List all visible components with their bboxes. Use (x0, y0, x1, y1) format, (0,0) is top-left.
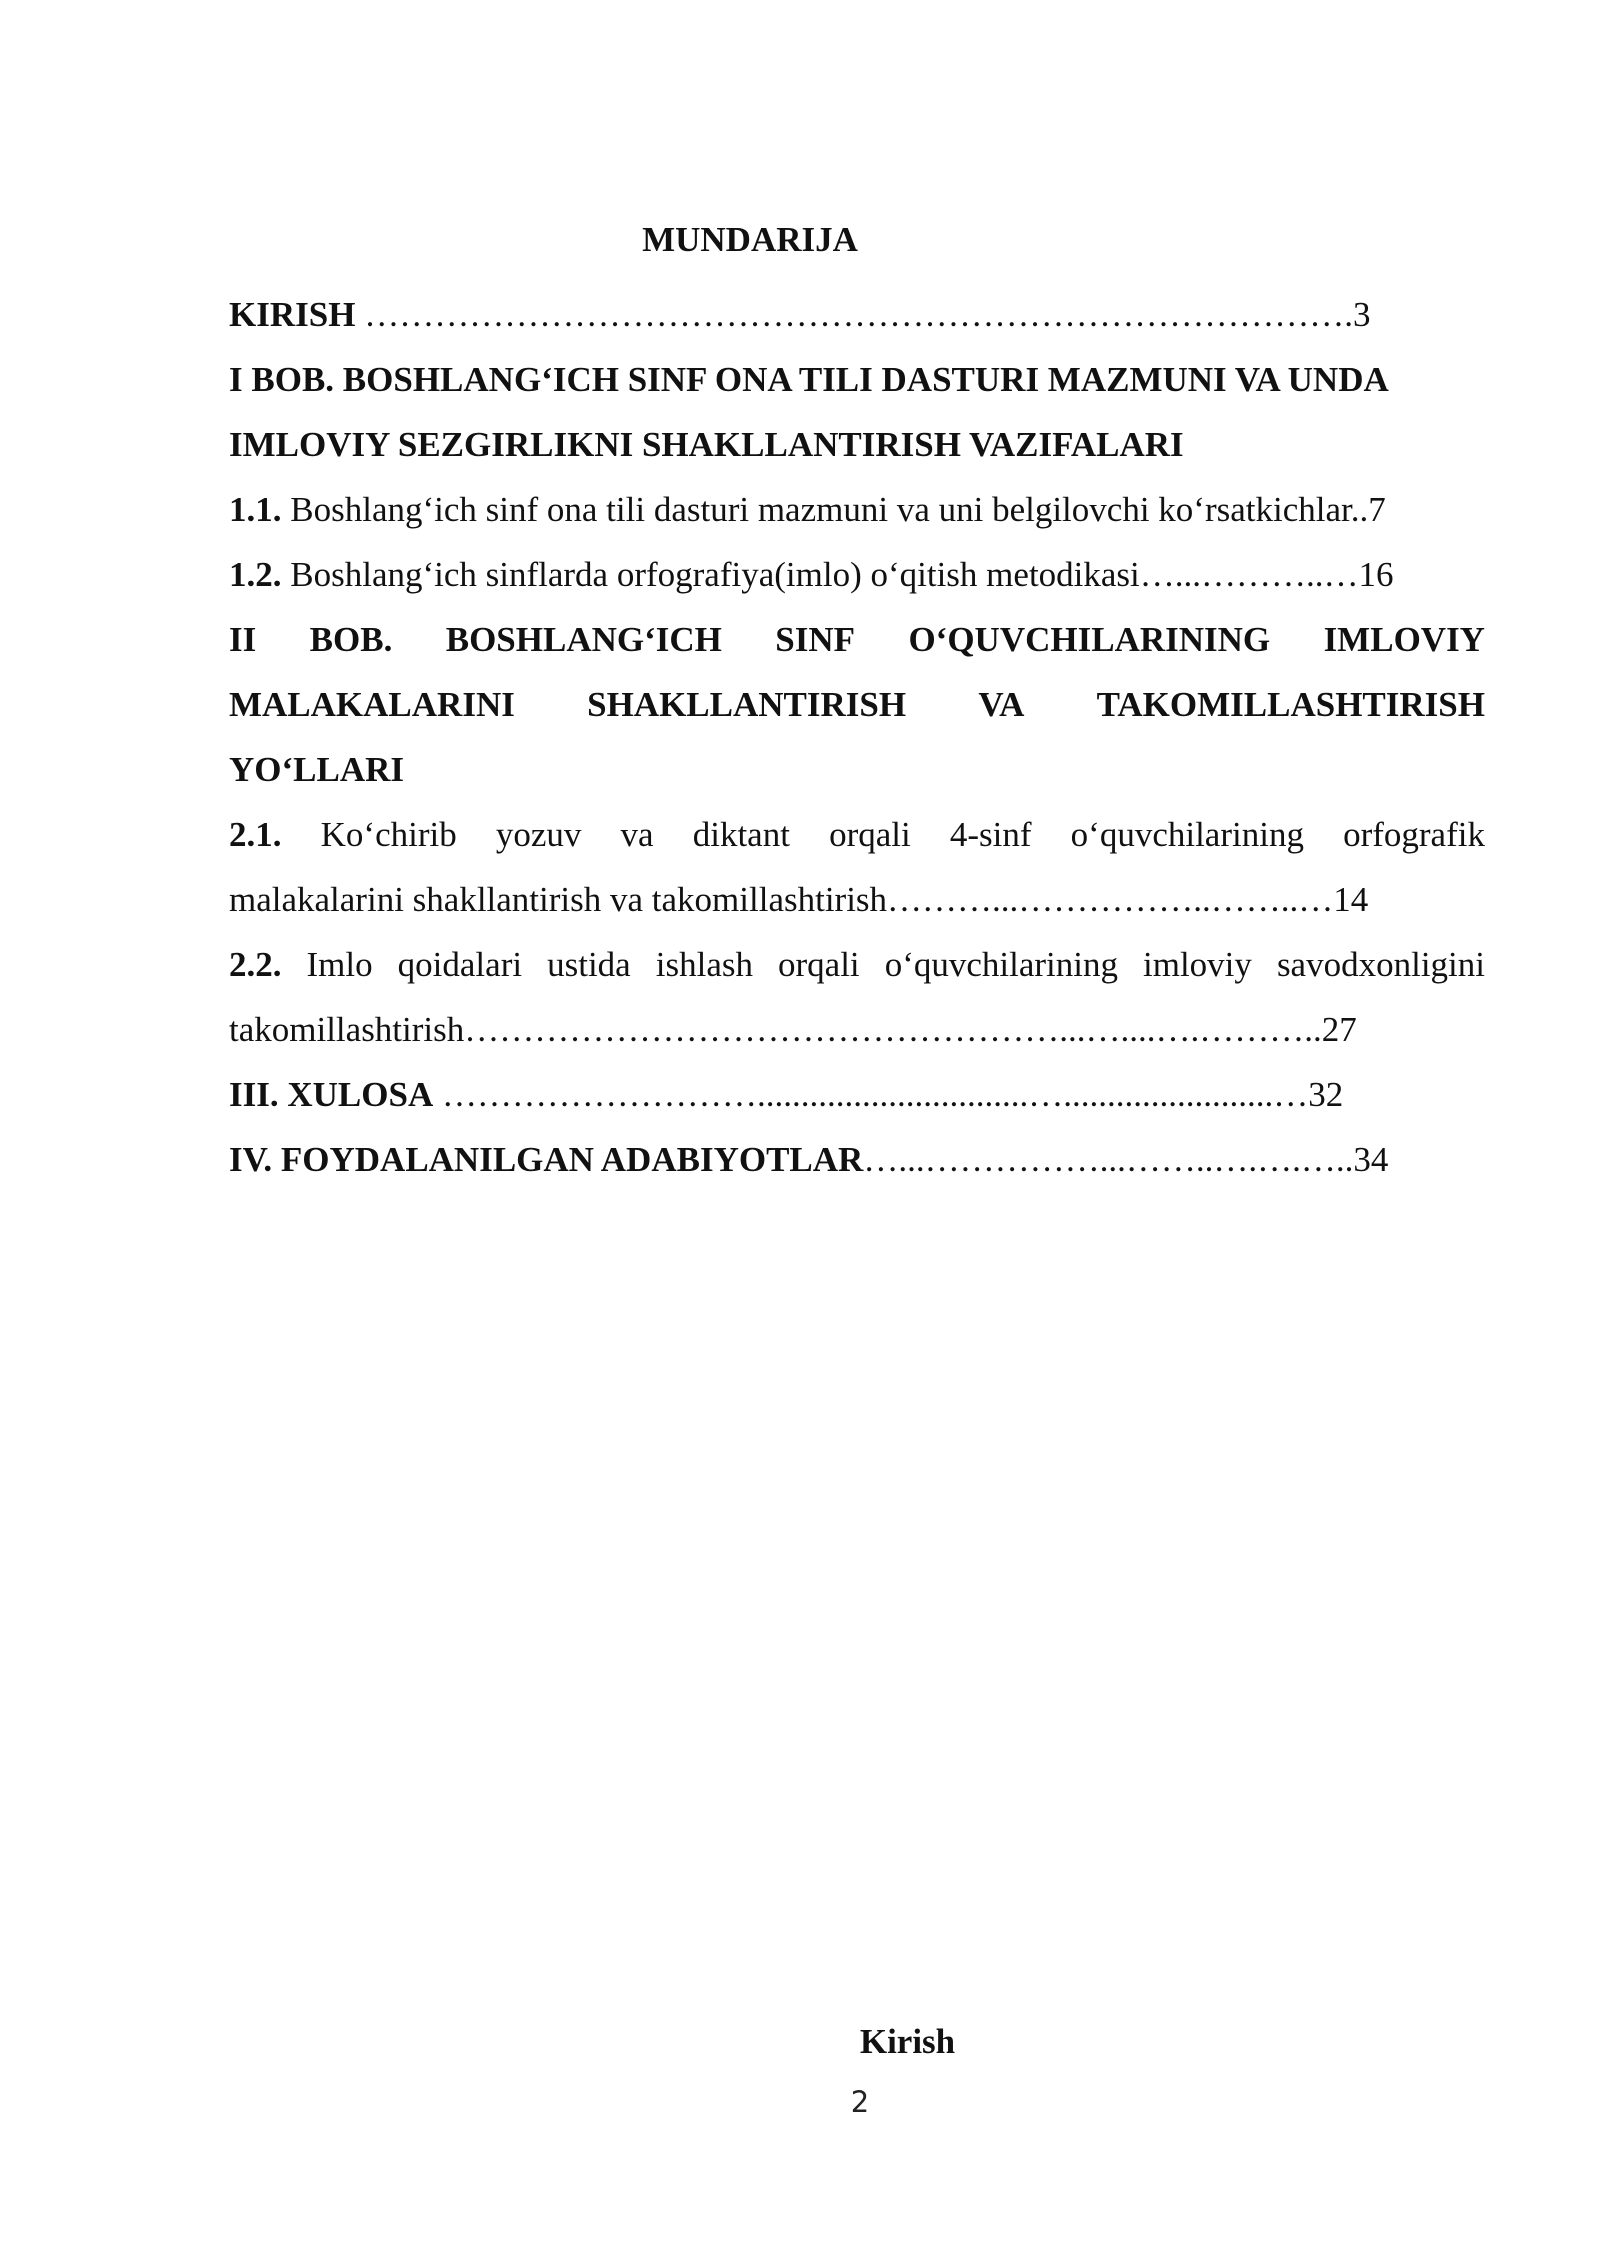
section-word: diktant (692, 815, 790, 854)
section-title-continued: malakalarini shakllantirish va takomillashtirish………...……………..……..… (229, 880, 1334, 919)
section-word: o‘quvchilarining (1070, 815, 1304, 854)
section-number: 1.1. (229, 490, 282, 529)
section-word: orqali (829, 815, 911, 854)
section-word: qoidalari (397, 945, 523, 984)
chapter-word: SINF (775, 620, 856, 659)
section-word: Ko‘chirib (320, 815, 457, 854)
section-title: Boshlang‘ich sinflarda orfografiya(imlo) o‘qitish metodikasi…...………..… (281, 555, 1359, 594)
section-word: imloviy (1143, 945, 1252, 984)
page-title: MUNDARIJA (642, 220, 858, 259)
toc-page-number: 3 (1352, 295, 1371, 334)
section-number: 1.2. (229, 555, 282, 594)
toc-entry-2-1-line-1 (229, 802, 1485, 867)
chapter-word: O‘QUVCHILARINING (908, 620, 1271, 659)
toc-entry-kirish (229, 282, 1485, 347)
toc-page-number: 32 (1308, 1075, 1344, 1114)
table-of-contents (229, 282, 1485, 1192)
section-word: Imlo (306, 945, 373, 984)
section-word: savodxonligini (1276, 945, 1485, 984)
toc-page-number: 16 (1358, 555, 1394, 594)
page-number: 2 (850, 2085, 870, 2119)
toc-leader: …………………………………………………………………………. (355, 295, 1353, 334)
chapter-word: VA (978, 685, 1025, 724)
chapter-word: IMLOVIY (1323, 620, 1485, 659)
chapter-word: II (229, 620, 257, 659)
section-word: ustida (547, 945, 631, 984)
toc-page-number: 14 (1333, 880, 1369, 919)
toc-page-number: 27 (1321, 1010, 1357, 1049)
toc-entry-1-1 (229, 477, 1485, 542)
toc-chapter-2-line-3: YO‘LLARI (229, 750, 405, 789)
section-word: va (620, 815, 654, 854)
chapter-word: MALAKALARINI (229, 685, 515, 724)
toc-entry-2-2-line-2 (229, 997, 1485, 1062)
toc-entry-label: KIRISH (229, 295, 356, 334)
section-title: Boshlang‘ich sinf ona tili dasturi mazmuni va uni belgilovchi ko‘rsatkichlar.. (281, 490, 1369, 529)
next-section-heading: Kirish (859, 2022, 956, 2061)
section-number: 2.1. (229, 815, 282, 854)
section-title-continued: takomillashtirish……………………………………………...…....….……….. (229, 1010, 1322, 1049)
section-word: orqali (778, 945, 860, 984)
chapter-word: SHAKLLANTIRISH (587, 685, 907, 724)
toc-entry-2-1-line-2 (229, 867, 1485, 932)
section-word: ishlash (655, 945, 753, 984)
toc-leader: ………………………...............................…........................… (433, 1075, 1309, 1114)
toc-chapter-1-line-2: IMLOVIY SEZGIRLIKNI SHAKLLANTIRISH VAZIFALARI (229, 425, 1184, 464)
toc-page-number: 34 (1353, 1140, 1389, 1179)
section-word: yozuv (495, 815, 582, 854)
chapter-word: BOB. (309, 620, 393, 659)
toc-entry-1-2 (229, 542, 1485, 607)
toc-chapter-1-line-1: I BOB. BOSHLANG‘ICH SINF ONA TILI DASTURI MAZMUNI VA UNDA (229, 360, 1389, 399)
toc-chapter-2-line-2 (229, 672, 1485, 737)
section-word: o‘quvchilarining (884, 945, 1118, 984)
toc-entry-xulosa (229, 1062, 1485, 1127)
toc-entry-label: IV. FOYDALANILGAN ADABIYOTLAR (229, 1140, 864, 1179)
section-word: 4-sinf (949, 815, 1032, 854)
toc-entry-label: III. XULOSA (229, 1075, 434, 1114)
toc-chapter-2-line-1 (229, 607, 1485, 672)
section-word: orfografik (1343, 815, 1485, 854)
chapter-word: TAKOMILLASHTIRISH (1096, 685, 1485, 724)
chapter-word: BOSHLANG‘ICH (445, 620, 722, 659)
toc-leader: …...……………...……..….….….. (863, 1140, 1354, 1179)
section-number: 2.2. (229, 945, 282, 984)
toc-page-number: 7 (1368, 490, 1386, 529)
toc-entry-adabiyotlar (229, 1127, 1485, 1192)
toc-entry-2-2-line-1 (229, 932, 1485, 997)
